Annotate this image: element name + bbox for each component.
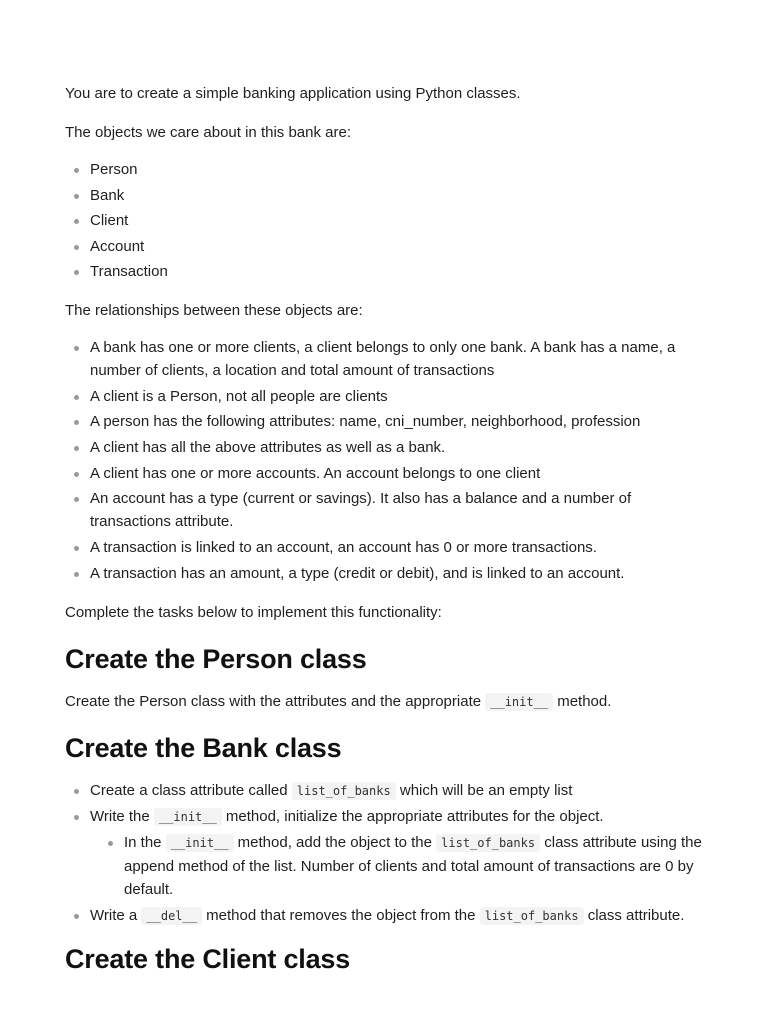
objects-list	[65, 158, 705, 283]
intro-paragraph: You are to create a simple banking application using Python classes.	[65, 85, 521, 102]
text-fragment: Write a	[90, 907, 142, 924]
text-fragment: class attribute.	[583, 907, 685, 924]
inline-code: __init__	[166, 834, 234, 852]
text-fragment: method, initialize the appropriate attributes for the object.	[221, 808, 604, 826]
list-item: A transaction is linked to an account, an account has 0 or more transactions.	[65, 536, 705, 559]
list-item: Transaction	[65, 260, 705, 283]
list-item: A client is a Person, not all people are clients	[65, 385, 705, 408]
objects-intro: The objects we care about in this bank are:	[65, 124, 351, 141]
list-item: Person	[65, 158, 705, 181]
person-class-description	[65, 691, 705, 713]
list-item: A person has the following attributes: name, cni_number, neighborhood, profession	[65, 410, 705, 433]
inline-code: list_of_banks	[480, 907, 584, 925]
inline-code: list_of_banks	[436, 834, 540, 852]
inline-code: __init__	[154, 808, 222, 826]
list-item: A transaction has an amount, a type (credit or debit), and is linked to an account.	[65, 562, 705, 585]
inline-code: __del__	[141, 907, 202, 925]
text-fragment: Create a class attribute called	[90, 781, 292, 799]
list-item: A client has one or more accounts. An account belongs to one client	[65, 462, 705, 485]
relationships-list	[65, 336, 705, 585]
list-item	[65, 904, 705, 928]
text-fragment: method that removes the object from the	[201, 907, 480, 924]
text-fragment: method, add the object to the	[233, 834, 437, 852]
inline-code: list_of_banks	[292, 782, 396, 800]
bank-init-sublist	[90, 831, 705, 901]
list-item: A bank has one or more clients, a client belongs to only one bank. A bank has a name, a number of clients, a location and total amount of transactions	[65, 336, 705, 382]
text-fragment: class attribute using the append method of the list. Number of clients and total amount of transactions are 0 by default.	[124, 834, 702, 899]
list-item	[65, 779, 705, 803]
list-item: An account has a type (current or savings). It also has a balance and a number of transactions attribute.	[65, 487, 705, 533]
client-class-heading: Create the Client class	[65, 944, 351, 974]
list-item: A client has all the above attributes as well as a bank.	[65, 436, 705, 459]
person-class-heading: Create the Person class	[65, 643, 367, 674]
text-fragment: Write the	[90, 808, 154, 826]
text-fragment: method.	[553, 692, 612, 710]
list-item: Account	[65, 235, 705, 258]
list-item: Bank	[65, 184, 705, 207]
text-fragment: which will be an empty list	[395, 781, 573, 799]
tasks-intro: Complete the tasks below to implement this functionality:	[65, 603, 442, 621]
text-fragment: In the	[124, 834, 166, 852]
bank-tasks-list	[65, 779, 705, 928]
inline-code: __init__	[485, 693, 553, 711]
bank-class-heading: Create the Bank class	[65, 732, 342, 763]
list-item	[90, 831, 705, 901]
relationships-intro: The relationships between these objects are:	[65, 302, 363, 319]
list-item	[65, 805, 705, 901]
list-item: Client	[65, 209, 705, 232]
text-fragment: Create the Person class with the attributes and the appropriate	[65, 692, 486, 710]
